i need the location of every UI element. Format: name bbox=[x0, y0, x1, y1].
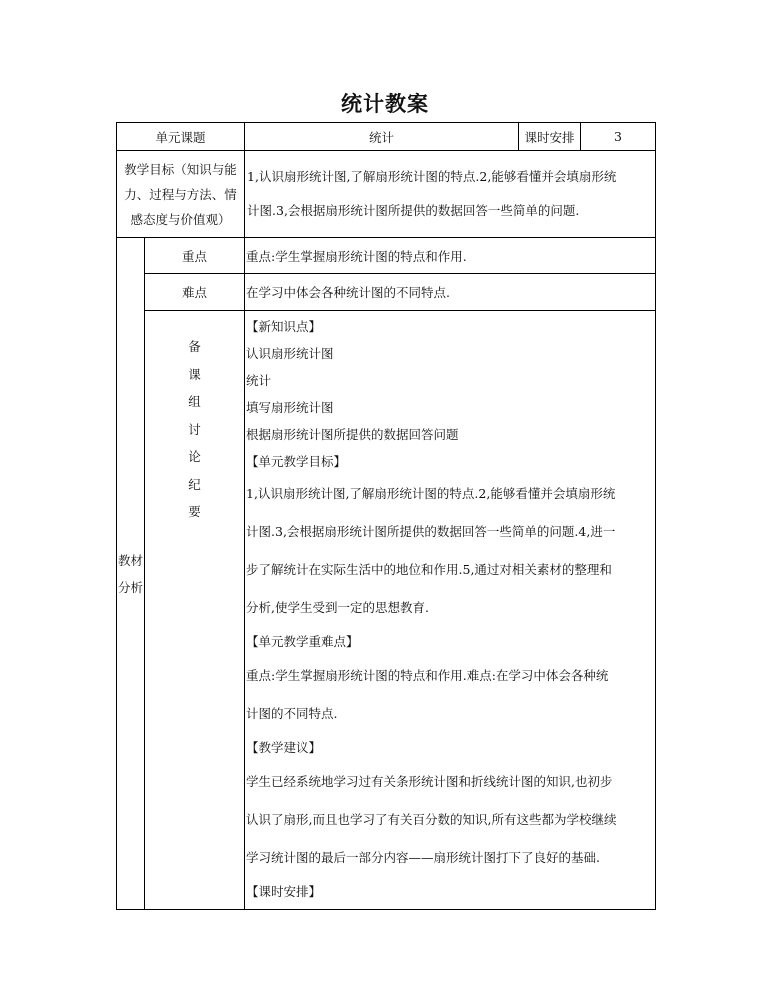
discussion-label-char: 课 bbox=[188, 366, 201, 382]
discussion-label-char: 讨 bbox=[188, 421, 201, 437]
schedule-value: 3 bbox=[581, 123, 656, 151]
objectives-text-cell bbox=[245, 151, 656, 238]
discussion-label-char: 备 bbox=[188, 339, 201, 354]
discussion-row bbox=[117, 311, 656, 910]
discussion-label-char: 要 bbox=[188, 504, 201, 519]
unit-goals-line: 计图.3,会根据扇形统计图所提供的数据回答一些简单的问题.4,进一 bbox=[246, 524, 616, 539]
discussion-label-cell bbox=[145, 311, 245, 910]
difficulty-row bbox=[117, 274, 656, 311]
difficulty-label: 难点 bbox=[145, 274, 245, 311]
objectives-line: 计图.3,会根据扇形统计图所提供的数据回答一些简单的问题. bbox=[247, 203, 580, 218]
suggestions-line: 学习统计图的最后一部分内容——扇形统计图打下了良好的基础. bbox=[246, 850, 600, 865]
page-title: 统计教案 bbox=[341, 91, 429, 116]
knowledge-item: 填写扇形统计图 bbox=[246, 400, 334, 415]
key-difficult-line: 计图的不同特点. bbox=[246, 706, 338, 721]
key-difficult-line: 重点:学生掌握扇形统计图的特点和作用.难点:在学习中体会各种统 bbox=[246, 668, 609, 683]
lesson-plan-table bbox=[116, 122, 656, 910]
section-heading-schedule: 【课时安排】 bbox=[246, 884, 322, 899]
unit-goals-line: 步了解统计在实际生活中的地位和作用.5,通过对相关素材的整理和 bbox=[246, 562, 612, 577]
schedule-label: 课时安排 bbox=[519, 123, 581, 151]
suggestions-line: 学生已经系统地学习过有关条形统计图和折线统计图的知识,也初步 bbox=[246, 774, 613, 789]
suggestions-line: 认识了扇形,而且也学习了有关百分数的知识,所有这些都为学校继续 bbox=[246, 812, 617, 827]
objectives-label-cell bbox=[117, 151, 245, 238]
discussion-content-cell bbox=[245, 311, 656, 910]
knowledge-item: 认识扇形统计图 bbox=[246, 346, 334, 361]
header-row bbox=[117, 123, 656, 151]
objectives-row bbox=[117, 151, 656, 238]
objectives-label-line: 感态度与价值观） bbox=[130, 211, 231, 227]
analysis-label-line: 分析 bbox=[117, 579, 143, 595]
objectives-label-line: 力、过程与方法、情 bbox=[124, 186, 237, 202]
section-heading-unit-goals: 【单元教学目标】 bbox=[246, 454, 347, 469]
unit-goals-line: 分析,使学生受到一定的思想教育. bbox=[246, 600, 429, 615]
analysis-label-cell bbox=[117, 238, 145, 910]
key-point-row bbox=[117, 238, 656, 274]
section-heading-new-knowledge: 【新知识点】 bbox=[246, 319, 322, 334]
discussion-label-char: 组 bbox=[188, 394, 201, 409]
knowledge-item: 统计 bbox=[246, 373, 272, 388]
key-point-label: 重点 bbox=[145, 238, 245, 274]
unit-topic-label: 单元课题 bbox=[117, 123, 245, 151]
analysis-label-line: 教材 bbox=[117, 552, 143, 568]
knowledge-item: 根据扇形统计图所提供的数据回答问题 bbox=[246, 427, 459, 442]
difficulty-text: 在学习中体会各种统计图的不同特点. bbox=[245, 274, 656, 311]
objectives-line: 1,认识扇形统计图,了解扇形统计图的特点.2,能够看懂并会填扇形统 bbox=[247, 169, 617, 184]
unit-topic-value: 统计 bbox=[245, 123, 519, 151]
unit-goals-line: 1,认识扇形统计图,了解扇形统计图的特点.2,能够看懂并会填扇形统 bbox=[246, 486, 616, 501]
discussion-label-char: 纪 bbox=[188, 476, 201, 492]
section-heading-key-difficult: 【单元教学重难点】 bbox=[246, 634, 359, 649]
discussion-label-char: 论 bbox=[188, 449, 201, 464]
objectives-label-line: 教学目标（知识与能 bbox=[124, 161, 237, 177]
key-point-text: 重点:学生掌握扇形统计图的特点和作用. bbox=[245, 238, 656, 274]
section-heading-suggestions: 【教学建议】 bbox=[246, 740, 322, 755]
